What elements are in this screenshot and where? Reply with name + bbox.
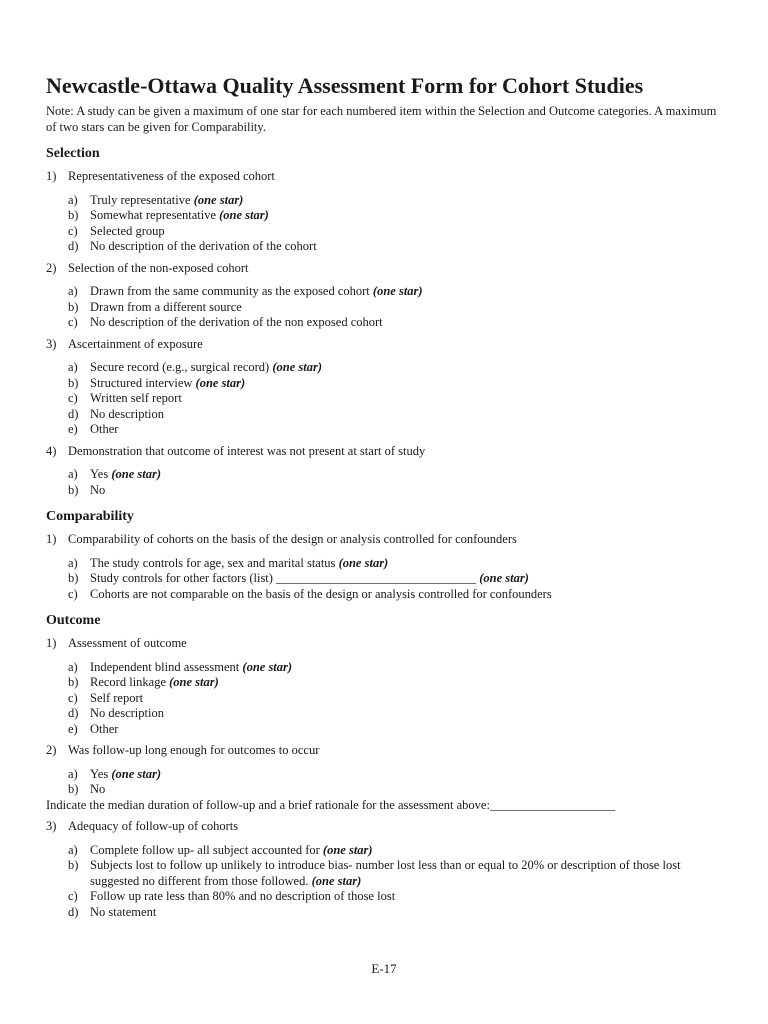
- option-item: [68, 376, 726, 392]
- note-text: Note: A study can be given a maximum of one star for each numbered item within the Selection and Outcome categories. A maximum of two stars can be given for Comparability.: [46, 104, 717, 134]
- option-letter: b): [68, 782, 79, 796]
- option-text: Selected group: [90, 223, 165, 238]
- star-note: (one star): [322, 842, 373, 857]
- question-text: Ascertainment of exposure: [68, 336, 203, 351]
- option-letter: b): [68, 675, 79, 689]
- option-letter: c): [68, 690, 78, 705]
- question-text: Comparability of cohorts on the basis of the design or analysis controlled for confounders: [68, 532, 517, 546]
- question: [46, 636, 726, 652]
- star-note: (one star): [338, 555, 389, 570]
- section-heading-comparability: Comparability: [46, 509, 134, 524]
- option-letter: d): [68, 706, 79, 720]
- option-text: Subjects lost to follow up unlikely to introduce bias- number lost less than or equal to 20% or description of those lost suggested no different from those followed.: [90, 858, 681, 888]
- option-item: [68, 905, 726, 921]
- option-text: Independent blind assessment: [90, 659, 243, 674]
- option-text: Written self report: [90, 391, 182, 405]
- option-text: Drawn from a different source: [90, 299, 242, 314]
- option-text: Drawn from the same community as the exposed cohort: [90, 284, 373, 298]
- question: [46, 819, 726, 835]
- option-item: [68, 556, 726, 572]
- option-text: Other: [90, 422, 119, 436]
- option-letter: b): [68, 571, 79, 585]
- question: [46, 444, 726, 460]
- option-letter: c): [68, 391, 78, 405]
- option-item: [68, 407, 726, 423]
- star-note: (one star): [479, 571, 529, 585]
- option-letter: b): [68, 375, 79, 390]
- option-list: [46, 193, 726, 255]
- form-page: [46, 72, 726, 920]
- option-text: Cohorts are not comparable on the basis of the design or analysis controlled for confounders: [90, 586, 552, 601]
- option-text: No: [90, 782, 106, 796]
- star-note: (one star): [219, 208, 269, 222]
- option-item: [68, 360, 726, 376]
- option-text: No: [90, 482, 106, 497]
- page-number: E-17: [371, 961, 397, 976]
- option-item: [68, 889, 726, 905]
- star-note: (one star): [372, 284, 423, 298]
- option-item: [68, 691, 726, 707]
- option-letter: a): [68, 659, 78, 674]
- question-number: 3): [46, 819, 57, 833]
- option-letter: a): [68, 360, 78, 374]
- option-letter: c): [68, 315, 78, 329]
- option-item: [68, 843, 726, 859]
- star-note: (one star): [111, 766, 161, 781]
- star-note: (one star): [242, 659, 293, 674]
- question: [46, 261, 726, 277]
- option-text: No description of the derivation of the cohort: [90, 239, 317, 253]
- option-letter: a): [68, 467, 78, 481]
- section-heading-selection: Selection: [46, 146, 100, 161]
- question: [46, 337, 726, 353]
- question-number: 2): [46, 260, 57, 275]
- option-item: [68, 858, 726, 889]
- option-letter: a): [68, 842, 78, 857]
- option-item: [68, 284, 726, 300]
- option-text: No description: [90, 706, 164, 720]
- option-letter: c): [68, 889, 78, 903]
- option-item: [68, 391, 726, 407]
- option-list: [46, 843, 726, 921]
- option-item: [68, 300, 726, 316]
- star-note: (one star): [311, 873, 362, 888]
- question-number: 3): [46, 336, 57, 351]
- question-number: 4): [46, 443, 57, 458]
- option-letter: d): [68, 904, 79, 919]
- star-note: (one star): [111, 467, 161, 481]
- star-note: (one star): [169, 675, 219, 689]
- option-text: Secure record (e.g., surgical record): [90, 360, 273, 374]
- question: [46, 169, 726, 185]
- question-text: Selection of the non-exposed cohort: [68, 260, 249, 275]
- option-item: [68, 767, 726, 783]
- question-text: Representativeness of the exposed cohort: [68, 169, 275, 183]
- option-letter: c): [68, 223, 78, 238]
- option-item: [68, 706, 726, 722]
- option-letter: b): [68, 208, 79, 222]
- option-text: No description of the derivation of the non exposed cohort: [90, 315, 383, 329]
- option-text: Truly representative: [90, 192, 194, 207]
- option-text: Other: [90, 721, 119, 736]
- page-title: Newcastle-Ottawa Quality Assessment Form for Cohort Studies: [46, 73, 644, 98]
- option-list: [46, 660, 726, 738]
- option-list: [46, 360, 726, 438]
- option-text: Yes: [90, 766, 112, 781]
- option-item: [68, 722, 726, 738]
- option-letter: b): [68, 858, 79, 872]
- follow-up-rationale-prompt: Indicate the median duration of follow-up and a brief rationale for the assessment above:____________________: [46, 797, 615, 812]
- option-item: [68, 467, 726, 483]
- question-number: 1): [46, 636, 57, 650]
- option-text: No description: [90, 406, 164, 421]
- option-item: [68, 675, 726, 691]
- option-letter: e): [68, 721, 78, 736]
- option-item: [68, 315, 726, 331]
- option-text: Study controls for other factors (list) ________________________________: [90, 571, 480, 585]
- option-text: Follow up rate less than 80% and no description of those lost: [90, 889, 396, 903]
- question-text: Assessment of outcome: [68, 636, 187, 650]
- question-text: Demonstration that outcome of interest was not present at start of study: [68, 443, 426, 458]
- question-number: 2): [46, 743, 57, 757]
- option-letter: b): [68, 482, 79, 497]
- option-item: [68, 483, 726, 499]
- option-letter: a): [68, 766, 78, 781]
- option-list: [46, 284, 726, 331]
- option-letter: a): [68, 284, 78, 298]
- option-item: [68, 422, 726, 438]
- question: [46, 532, 726, 548]
- option-text: Self report: [90, 690, 144, 705]
- option-letter: a): [68, 192, 78, 207]
- option-letter: b): [68, 299, 79, 314]
- option-list: [46, 556, 726, 603]
- option-item: [68, 660, 726, 676]
- question-number: 1): [46, 169, 57, 183]
- option-letter: d): [68, 406, 79, 421]
- option-list: [46, 467, 726, 498]
- option-letter: d): [68, 239, 79, 253]
- option-item: [68, 239, 726, 255]
- section-heading-outcome: Outcome: [46, 613, 101, 628]
- star-note: (one star): [272, 360, 322, 374]
- option-item: [68, 587, 726, 603]
- option-text: Somewhat representative: [90, 208, 220, 222]
- option-text: The study controls for age, sex and marital status: [90, 555, 339, 570]
- question-text: Was follow-up long enough for outcomes to occur: [68, 743, 320, 757]
- option-text: Complete follow up- all subject accounted for: [90, 842, 323, 857]
- option-letter: c): [68, 586, 78, 601]
- option-letter: e): [68, 422, 78, 436]
- option-text: Yes: [90, 467, 112, 481]
- option-item: [68, 571, 726, 587]
- question: [46, 743, 726, 759]
- option-item: [68, 782, 726, 798]
- option-text: No statement: [90, 904, 157, 919]
- option-item: [68, 224, 726, 240]
- option-item: [68, 193, 726, 209]
- option-list: [46, 767, 726, 798]
- star-note: (one star): [193, 192, 244, 207]
- option-item: [68, 208, 726, 224]
- question-number: 1): [46, 532, 57, 546]
- option-text: Record linkage: [90, 675, 170, 689]
- option-letter: a): [68, 555, 78, 570]
- star-note: (one star): [195, 375, 246, 390]
- question-text: Adequacy of follow-up of cohorts: [68, 819, 239, 833]
- option-text: Structured interview: [90, 375, 196, 390]
